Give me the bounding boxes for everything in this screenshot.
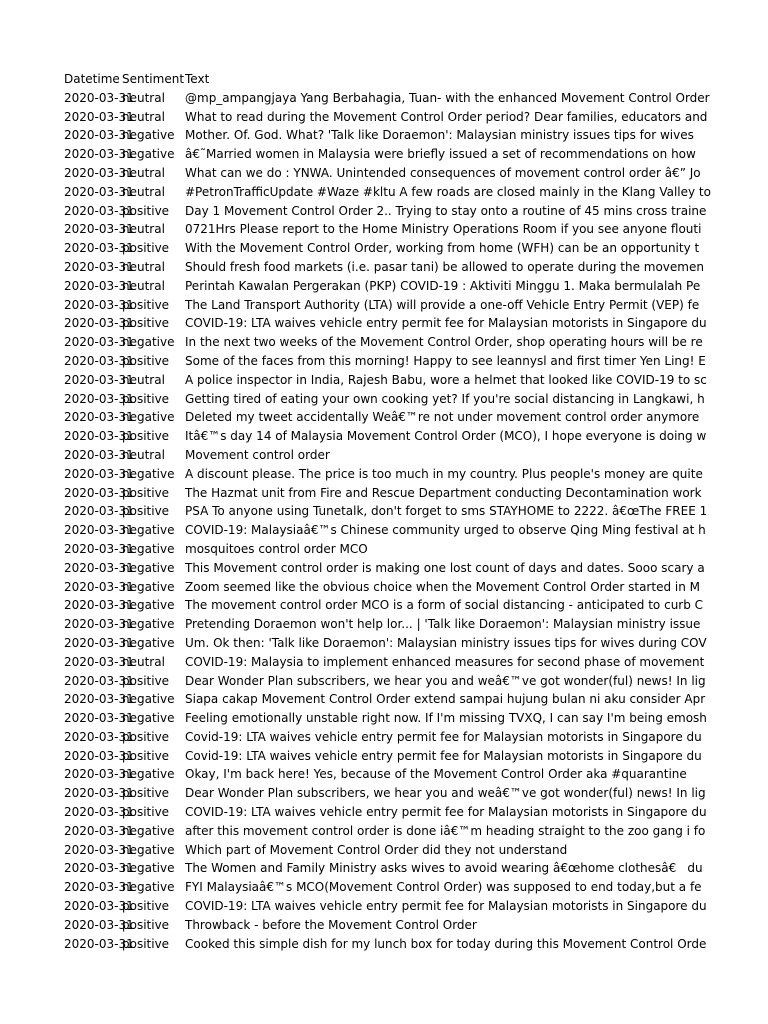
sentiment-cell: negative — [122, 711, 175, 726]
text-cell: 0721Hrs Please report to the Home Ministry Operations Room if you see anyone flouti — [185, 222, 702, 237]
datetime-cell: 2020-03-31 — [64, 391, 134, 406]
text-cell: COVID-19: LTA waives vehicle entry permit fee for Malaysian motorists in Singapore du — [185, 805, 707, 820]
datetime-cell: 2020-03-31 — [64, 823, 134, 838]
table-row — [64, 765, 687, 784]
sentiment-cell: negative — [122, 147, 175, 162]
table-row — [64, 634, 707, 653]
datetime-cell: 2020-03-31 — [64, 504, 134, 519]
datetime-cell: 2020-03-31 — [64, 147, 134, 162]
header-row — [64, 70, 670, 89]
table-row — [64, 408, 700, 427]
datetime-cell: 2020-03-31 — [64, 692, 134, 707]
sentiment-cell: positive — [122, 748, 170, 763]
table-row — [64, 859, 703, 878]
text-cell: Which part of Movement Control Order did they not understand — [185, 842, 568, 857]
table-row — [64, 390, 705, 409]
table-row — [64, 747, 702, 766]
datetime-cell: 2020-03-31 — [64, 541, 134, 556]
table-row — [64, 897, 707, 916]
table-row — [64, 672, 706, 691]
table-row — [64, 784, 706, 803]
table-row — [64, 145, 696, 164]
sentiment-cell: positive — [122, 391, 170, 406]
text-cell: Getting tired of eating your own cooking yet? If you're social distancing in Langkawi, h — [185, 391, 705, 406]
header-text: Text — [185, 72, 210, 86]
text-cell: FYI Malaysiaâ€™s MCO(Movement Control Order) was supposed to end today,but a fe — [185, 880, 702, 895]
datetime-cell: 2020-03-31 — [64, 861, 134, 876]
text-cell: What to read during the Movement Control Order period? Dear families, educators and — [185, 109, 708, 124]
table-row — [64, 878, 702, 897]
text-cell: Dear Wonder Plan subscribers, we hear you and weâ€™ve got wonder(ful) news! In lig — [185, 673, 706, 688]
sentiment-cell: neutral — [122, 184, 165, 199]
datetime-cell: 2020-03-31 — [64, 316, 134, 331]
sentiment-cell: positive — [122, 805, 170, 820]
table-row — [64, 803, 707, 822]
datetime-cell: 2020-03-31 — [64, 447, 134, 462]
datetime-cell: 2020-03-31 — [64, 842, 134, 857]
table-row — [64, 333, 703, 352]
text-cell: @mp_ampangjaya Yang Berbahagia, Tuan- with the enhanced Movement Control Order — [185, 90, 710, 105]
sentiment-cell: positive — [122, 429, 170, 444]
sentiment-cell: neutral — [122, 654, 165, 669]
datetime-cell: 2020-03-31 — [64, 410, 134, 425]
sentiment-cell: neutral — [122, 447, 165, 462]
table-row — [64, 465, 703, 484]
sentiment-cell: neutral — [122, 109, 165, 124]
sentiment-cell: positive — [122, 936, 170, 951]
table-row — [64, 427, 707, 446]
text-cell: Siapa cakap Movement Control Order extend sampai hujung bulan ni aku consider Apr — [185, 692, 706, 707]
text-cell: Mother. Of. God. What? 'Talk like Doraemon': Malaysian ministry issues tips for wives — [185, 128, 694, 143]
table-row — [64, 164, 701, 183]
table-row — [64, 446, 670, 465]
sentiment-cell: positive — [122, 241, 170, 256]
table-row — [64, 108, 708, 127]
datetime-cell: 2020-03-31 — [64, 203, 134, 218]
datetime-cell: 2020-03-31 — [64, 748, 134, 763]
table-row — [64, 314, 707, 333]
sentiment-cell: positive — [122, 729, 170, 744]
sentiment-cell: positive — [122, 353, 170, 368]
table-row — [64, 916, 670, 935]
sentiment-cell: negative — [122, 466, 175, 481]
text-cell: The Land Transport Authority (LTA) will provide a one-off Vehicle Entry Permit (VEP) fe — [185, 297, 700, 312]
sentiment-cell: negative — [122, 617, 175, 632]
sentiment-cell: neutral — [122, 165, 165, 180]
datetime-cell: 2020-03-31 — [64, 880, 134, 895]
table-row — [64, 239, 700, 258]
datetime-cell: 2020-03-31 — [64, 579, 134, 594]
text-cell: With the Movement Control Order, working from home (WFH) can be an opportunity t — [185, 241, 700, 256]
header-sentiment: Sentiment — [122, 72, 185, 86]
sentiment-cell: negative — [122, 823, 175, 838]
header-datetime: Datetime — [64, 72, 120, 86]
datetime-cell: 2020-03-31 — [64, 936, 134, 951]
text-cell: Some of the faces from this morning! Happy to see leannysl and first timer Yen Ling! E — [185, 353, 706, 368]
table-row — [64, 183, 711, 202]
datetime-cell: 2020-03-31 — [64, 673, 134, 688]
text-cell: COVID-19: Malaysiaâ€™s Chinese community urged to observe Qing Ming festival at h — [185, 523, 706, 538]
table-row — [64, 822, 706, 841]
sentiment-cell: neutral — [122, 372, 165, 387]
text-cell: COVID-19: LTA waives vehicle entry permit fee for Malaysian motorists in Singapore du — [185, 899, 707, 914]
text-cell: Day 1 Movement Control Order 2.. Trying to stay onto a routine of 45 mins cross traine — [185, 203, 707, 218]
text-cell: Zoom seemed like the obvious choice when the Movement Control Order started in M — [185, 579, 700, 594]
text-cell: COVID-19: Malaysia to implement enhanced measures for second phase of movement — [185, 654, 705, 669]
text-cell: Should fresh food markets (i.e. pasar tani) be allowed to operate during the movemen — [185, 259, 704, 274]
sentiment-cell: positive — [122, 899, 170, 914]
table-row — [64, 296, 700, 315]
datetime-cell: 2020-03-31 — [64, 711, 134, 726]
table-row — [64, 89, 710, 108]
sentiment-cell: negative — [122, 767, 175, 782]
text-cell: The movement control order MCO is a form of social distancing - anticipated to curb C — [185, 598, 704, 613]
text-cell: Deleted my tweet accidentally Weâ€™re not under movement control order anymore — [185, 410, 700, 425]
table-row — [64, 935, 707, 954]
datetime-cell: 2020-03-31 — [64, 128, 134, 143]
table-row — [64, 559, 705, 578]
datetime-cell: 2020-03-31 — [64, 429, 134, 444]
datetime-cell: 2020-03-31 — [64, 635, 134, 650]
table-row — [64, 690, 706, 709]
sentiment-cell: negative — [122, 410, 175, 425]
datetime-cell: 2020-03-31 — [64, 598, 134, 613]
text-cell: Covid-19: LTA waives vehicle entry permit fee for Malaysian motorists in Singapore du — [185, 729, 702, 744]
sentiment-cell: negative — [122, 128, 175, 143]
datetime-cell: 2020-03-31 — [64, 278, 134, 293]
sentiment-cell: negative — [122, 861, 175, 876]
text-cell: mosquitoes control order MCO — [185, 541, 368, 556]
text-cell: A discount please. The price is too much in my country. Plus people's money are quite — [185, 466, 703, 481]
table-row — [64, 709, 707, 728]
datetime-cell: 2020-03-31 — [64, 372, 134, 387]
table-row — [64, 540, 670, 559]
sentiment-cell: neutral — [122, 90, 165, 105]
sentiment-cell: neutral — [122, 259, 165, 274]
datetime-cell: 2020-03-31 — [64, 786, 134, 801]
sentiment-cell: negative — [122, 335, 175, 350]
text-cell: COVID-19: LTA waives vehicle entry permit fee for Malaysian motorists in Singapore du — [185, 316, 707, 331]
datetime-cell: 2020-03-31 — [64, 241, 134, 256]
table-row — [64, 220, 702, 239]
text-cell: The Women and Family Ministry asks wives to avoid wearing â€œhome clothesâ€ du — [185, 861, 703, 876]
text-cell: Movement control order — [185, 447, 330, 462]
datetime-cell: 2020-03-31 — [64, 767, 134, 782]
datetime-cell: 2020-03-31 — [64, 184, 134, 199]
text-cell: PSA To anyone using Tunetalk, don't forget to sms STAYHOME to 2222. â€œThe FREE 1 — [185, 504, 708, 519]
datetime-cell: 2020-03-31 — [64, 353, 134, 368]
sentiment-cell: positive — [122, 485, 170, 500]
sentiment-cell: positive — [122, 504, 170, 519]
sentiment-cell: negative — [122, 541, 175, 556]
table-row — [64, 277, 701, 296]
text-cell: A police inspector in India, Rajesh Babu, wore a helmet that looked like COVID-19 to sc — [185, 372, 707, 387]
text-cell: â€˜Married women in Malaysia were briefly issued a set of recommendations on how — [185, 147, 696, 162]
text-cell: What can we do : YNWA. Unintended consequences of movement control order â€” Jo — [185, 165, 701, 180]
datetime-cell: 2020-03-31 — [64, 523, 134, 538]
datetime-cell: 2020-03-31 — [64, 335, 134, 350]
table-row — [64, 728, 702, 747]
datetime-cell: 2020-03-31 — [64, 90, 134, 105]
text-cell: after this movement control order is done iâ€™m heading straight to the zoo gang i fo — [185, 823, 706, 838]
table-row — [64, 615, 701, 634]
sentiment-cell: positive — [122, 203, 170, 218]
table-row — [64, 371, 707, 390]
table-row — [64, 653, 705, 672]
text-cell: Pretending Doraemon won't help lor... | 'Talk like Doraemon': Malaysian ministry issue — [185, 617, 701, 632]
datetime-cell: 2020-03-31 — [64, 805, 134, 820]
sentiment-cell: negative — [122, 635, 175, 650]
sentiment-cell: positive — [122, 316, 170, 331]
table-row — [64, 202, 707, 221]
datetime-cell: 2020-03-31 — [64, 899, 134, 914]
table-row — [64, 596, 704, 615]
sentiment-cell: negative — [122, 692, 175, 707]
table-row — [64, 352, 706, 371]
sentiment-cell: neutral — [122, 278, 165, 293]
datetime-cell: 2020-03-31 — [64, 297, 134, 312]
datetime-cell: 2020-03-31 — [64, 259, 134, 274]
table-row — [64, 484, 702, 503]
datetime-cell: 2020-03-31 — [64, 654, 134, 669]
text-cell: Itâ€™s day 14 of Malaysia Movement Control Order (MCO), I hope everyone is doing w — [185, 429, 707, 444]
sentiment-cell: negative — [122, 598, 175, 613]
sentiment-cell: positive — [122, 786, 170, 801]
table-row — [64, 502, 708, 521]
sentiment-cell: negative — [122, 560, 175, 575]
text-cell: This Movement control order is making one lost count of days and dates. Sooo scary a — [185, 560, 705, 575]
table-row — [64, 258, 704, 277]
datetime-cell: 2020-03-31 — [64, 917, 134, 932]
datetime-cell: 2020-03-31 — [64, 617, 134, 632]
text-cell: Covid-19: LTA waives vehicle entry permit fee for Malaysian motorists in Singapore du — [185, 748, 702, 763]
datetime-cell: 2020-03-31 — [64, 485, 134, 500]
text-cell: The Hazmat unit from Fire and Rescue Department conducting Decontamination work — [185, 485, 702, 500]
text-cell: Okay, I'm back here! Yes, because of the Movement Control Order aka #quarantine — [185, 767, 687, 782]
text-cell: Feeling emotionally unstable right now. If I'm missing TVXQ, I can say I'm being emosh — [185, 711, 707, 726]
text-cell: Perintah Kawalan Pergerakan (PKP) COVID-19 : Aktiviti Minggu 1. Maka bermulalah Pe — [185, 278, 701, 293]
sentiment-cell: negative — [122, 523, 175, 538]
text-cell: Throwback - before the Movement Control Order — [185, 917, 477, 932]
datetime-cell: 2020-03-31 — [64, 222, 134, 237]
sentiment-cell: neutral — [122, 222, 165, 237]
text-cell: Um. Ok then: 'Talk like Doraemon': Malaysian ministry issues tips for wives during COV — [185, 635, 707, 650]
sentiment-cell: negative — [122, 842, 175, 857]
datetime-cell: 2020-03-31 — [64, 466, 134, 481]
datetime-cell: 2020-03-31 — [64, 109, 134, 124]
datetime-cell: 2020-03-31 — [64, 560, 134, 575]
sentiment-cell: negative — [122, 880, 175, 895]
text-cell: Cooked this simple dish for my lunch box for today during this Movement Control Orde — [185, 936, 707, 951]
table-row — [64, 521, 706, 540]
sentiment-cell: positive — [122, 297, 170, 312]
sentiment-cell: positive — [122, 917, 170, 932]
text-cell: Dear Wonder Plan subscribers, we hear you and weâ€™ve got wonder(ful) news! In lig — [185, 786, 706, 801]
table-row — [64, 126, 694, 145]
table-row — [64, 578, 700, 597]
text-cell: In the next two weeks of the Movement Control Order, shop operating hours will be re — [185, 335, 703, 350]
datetime-cell: 2020-03-31 — [64, 729, 134, 744]
sentiment-cell: positive — [122, 673, 170, 688]
datetime-cell: 2020-03-31 — [64, 165, 134, 180]
sentiment-table — [64, 70, 711, 953]
text-cell: #PetronTrafficUpdate #Waze #kltu A few roads are closed mainly in the Klang Valley to — [185, 184, 711, 199]
sentiment-cell: negative — [122, 579, 175, 594]
table-row — [64, 841, 670, 860]
table-body — [64, 89, 711, 954]
